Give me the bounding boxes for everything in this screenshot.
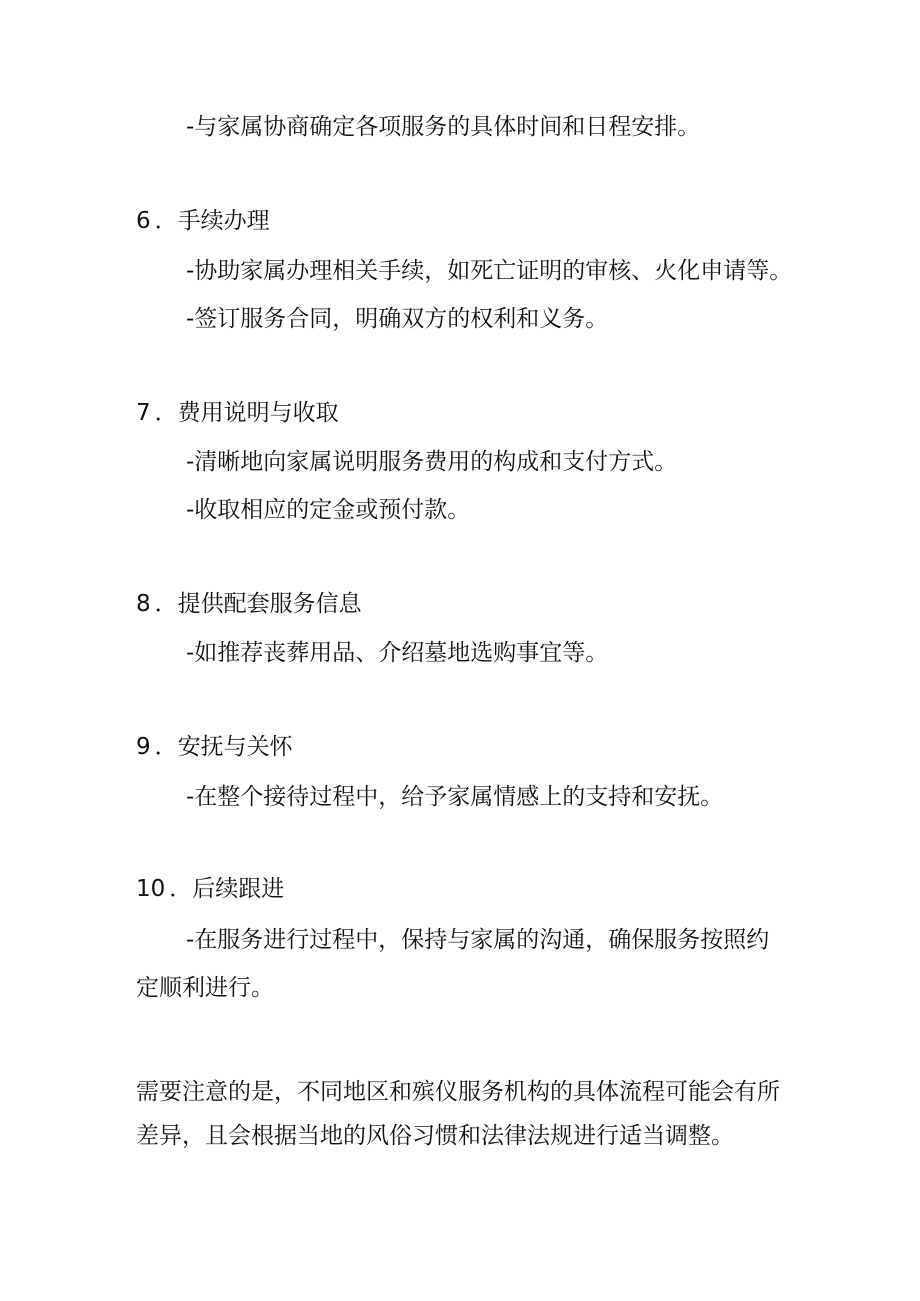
section-title: ．后续跟进 <box>169 876 285 902</box>
section-number: 8 <box>136 591 151 617</box>
intro-bullet: -与家属协商确定各项服务的具体时间和日程安排。 <box>186 114 701 140</box>
section-title: ．安抚与关怀 <box>154 734 293 760</box>
section-9-bullet-1: -在整个接待过程中，给予家属情感上的支持和安抚。 <box>186 784 724 810</box>
section-heading-8 <box>136 589 362 619</box>
section-7-bullet-1: -清晰地向家属说明服务费用的构成和支付方式。 <box>186 449 678 475</box>
section-heading-10 <box>136 874 284 904</box>
section-10-bullet-1: -在服务进行过程中，保持与家属的沟通，确保服务按照约 <box>186 927 770 953</box>
section-number: 10 <box>136 876 166 902</box>
section-heading-7 <box>136 398 339 428</box>
section-10-bullet-2: 定顺利进行。 <box>136 975 274 1001</box>
section-number: 9 <box>136 734 151 760</box>
section-title: ．提供配套服务信息 <box>154 591 362 617</box>
section-number: 6 <box>136 208 151 234</box>
closing-note-line-1: 需要注意的是，不同地区和殡仪服务机构的具体流程可能会有所 <box>136 1079 780 1105</box>
section-number: 7 <box>136 400 151 426</box>
section-6-bullet-1: -协助家属办理相关手续，如死亡证明的审核、火化申请等。 <box>186 258 793 284</box>
section-title: ．费用说明与收取 <box>154 400 339 426</box>
section-title: ．手续办理 <box>154 208 270 234</box>
section-8-bullet-1: -如推荐丧葬用品、介绍墓地选购事宜等。 <box>186 640 609 666</box>
section-heading-9 <box>136 732 293 762</box>
section-6-bullet-2: -签订服务合同，明确双方的权利和义务。 <box>186 306 609 332</box>
section-7-bullet-2: -收取相应的定金或预付款。 <box>186 497 471 523</box>
closing-note-line-2: 差异，且会根据当地的风俗习惯和法律法规进行适当调整。 <box>136 1123 734 1149</box>
section-heading-6 <box>136 206 270 236</box>
